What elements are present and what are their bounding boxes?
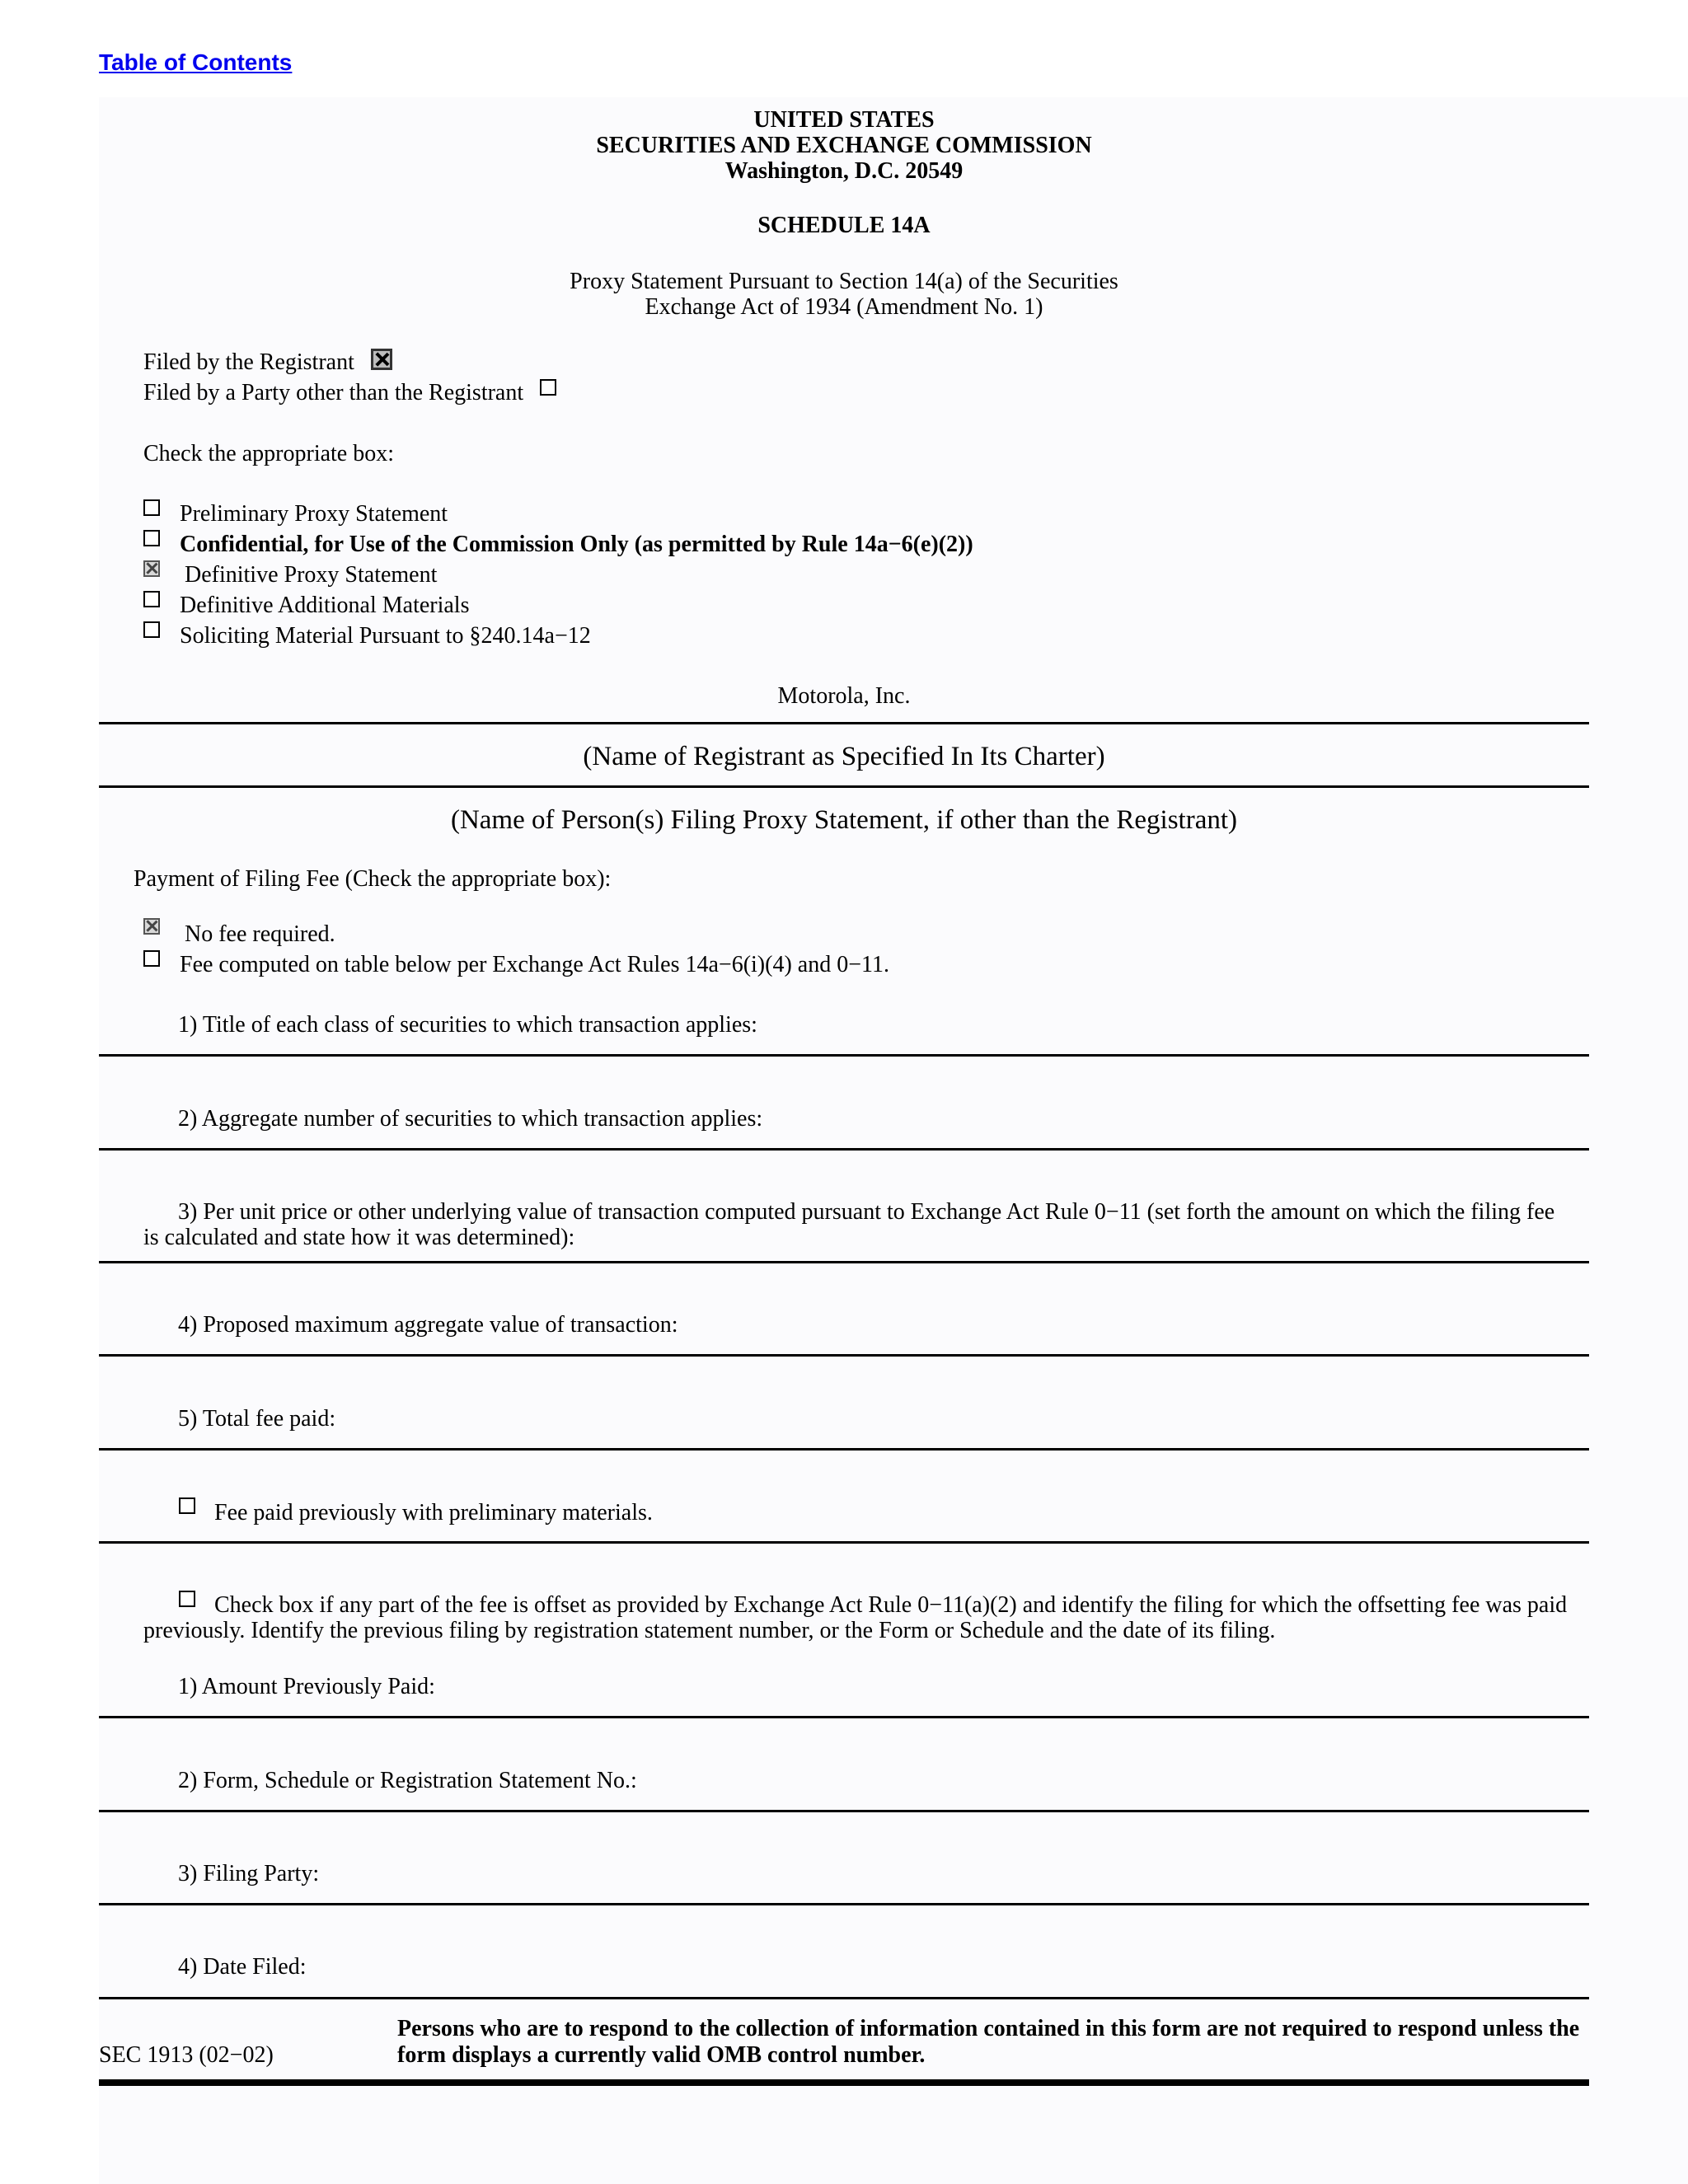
filer-caption: (Name of Person(s) Filing Proxy Statement, if other than the Registrant) bbox=[450, 805, 1238, 835]
prelim-paid-checkbox[interactable] bbox=[179, 1497, 195, 1514]
registrant-name-rule bbox=[99, 722, 1589, 724]
fee-item-2: 2) Aggregate number of securities to which transaction applies: bbox=[178, 1106, 763, 1132]
offset-item-2: 2) Form, Schedule or Registration Statement No.: bbox=[178, 1768, 637, 1793]
filer-name-rule bbox=[99, 785, 1589, 788]
filed-by-registrant-label: Filed by the Registrant bbox=[143, 349, 354, 375]
fee-computed-checkbox[interactable] bbox=[143, 950, 160, 967]
preliminary-proxy-checkbox[interactable] bbox=[143, 499, 160, 516]
confidential-checkbox[interactable] bbox=[143, 530, 160, 546]
offset-item-1: 1) Amount Previously Paid: bbox=[178, 1674, 435, 1699]
offset-item-4: 4) Date Filed: bbox=[178, 1954, 307, 1980]
fee-item-1-rule[interactable] bbox=[99, 1054, 1589, 1057]
registrant-name: Motorola, Inc. bbox=[777, 683, 911, 709]
offset-item-3-rule[interactable] bbox=[99, 1903, 1589, 1905]
fee-item-5: 5) Total fee paid: bbox=[178, 1406, 336, 1432]
table-of-contents-link[interactable]: Table of Contents bbox=[99, 49, 293, 75]
definitive-additional-checkbox[interactable] bbox=[143, 591, 160, 607]
definitive-additional-label: Definitive Additional Materials bbox=[180, 593, 470, 618]
offset-item-2-rule[interactable] bbox=[99, 1810, 1589, 1812]
filed-by-other-checkbox[interactable] bbox=[540, 379, 556, 396]
offset-item-1-rule[interactable] bbox=[99, 1716, 1589, 1718]
subtitle-line-1: Proxy Statement Pursuant to Section 14(a) of the Securities bbox=[570, 269, 1118, 294]
fee-computed-label: Fee computed on table below per Exchange Act Rules 14a−6(i)(4) and 0−11. bbox=[180, 952, 889, 977]
no-fee-checkbox[interactable] bbox=[143, 918, 160, 935]
fee-item-3: 3) Per unit price or other underlying value of transaction computed pursuant to Exchange Act Rule 0−11 (set forth the amount on which the filing fee is calculated and state how it was determined): bbox=[143, 1199, 1555, 1250]
soliciting-material-checkbox[interactable] bbox=[143, 621, 160, 638]
form-id: SEC 1913 (02−02) bbox=[99, 2042, 274, 2068]
check-box-label: Check the appropriate box: bbox=[143, 441, 395, 466]
prelim-paid-rule bbox=[99, 1541, 1589, 1544]
soliciting-material-label: Soliciting Material Pursuant to §240.14a−12 bbox=[180, 623, 591, 649]
registrant-caption: (Name of Registrant as Specified In Its Charter) bbox=[583, 742, 1105, 771]
fee-item-1: 1) Title of each class of securities to which transaction applies: bbox=[178, 1012, 757, 1038]
header-line-3: Washington, D.C. 20549 bbox=[724, 158, 964, 184]
header-line-2: SECURITIES AND EXCHANGE COMMISSION bbox=[596, 133, 1092, 158]
fee-item-3-rule[interactable] bbox=[99, 1261, 1589, 1263]
no-fee-label: No fee required. bbox=[185, 921, 335, 947]
confidential-label: Confidential, for Use of the Commission Only (as permitted by Rule 14a−6(e)(2)) bbox=[180, 532, 973, 557]
document-panel bbox=[99, 97, 1688, 2184]
filed-by-registrant-checkbox[interactable] bbox=[371, 349, 392, 370]
definitive-proxy-label: Definitive Proxy Statement bbox=[185, 562, 438, 588]
fee-item-2-rule[interactable] bbox=[99, 1148, 1589, 1151]
filed-by-other-label: Filed by a Party other than the Registrant bbox=[143, 380, 524, 405]
prelim-paid-label: Fee paid previously with preliminary materials. bbox=[214, 1500, 653, 1526]
subtitle-line-2: Exchange Act of 1934 (Amendment No. 1) bbox=[645, 294, 1043, 320]
preliminary-proxy-label: Preliminary Proxy Statement bbox=[180, 501, 448, 527]
schedule-title: SCHEDULE 14A bbox=[757, 213, 931, 238]
offset-item-3: 3) Filing Party: bbox=[178, 1861, 320, 1886]
footer-thick-rule bbox=[99, 2079, 1589, 2086]
omb-notice: Persons who are to respond to the collection of information contained in this form are not required to respond unless the form displays a currently valid OMB control number. bbox=[397, 2016, 1580, 2068]
offset-item-4-rule[interactable] bbox=[99, 1997, 1589, 1999]
fee-item-4: 4) Proposed maximum aggregate value of transaction: bbox=[178, 1312, 678, 1338]
fee-item-4-rule[interactable] bbox=[99, 1354, 1589, 1357]
header-line-1: UNITED STATES bbox=[753, 107, 935, 133]
definitive-proxy-checkbox[interactable] bbox=[143, 560, 160, 577]
payment-label: Payment of Filing Fee (Check the appropriate box): bbox=[134, 866, 612, 892]
fee-item-5-rule[interactable] bbox=[99, 1448, 1589, 1451]
offset-text: Check box if any part of the fee is offset as provided by Exchange Act Rule 0−11(a)(2) and identify the filing for which the offsetting fee was paid previously. Identify the previous filing by registration statement number, or the Form or Schedule and the date of its filing. bbox=[143, 1592, 1568, 1643]
